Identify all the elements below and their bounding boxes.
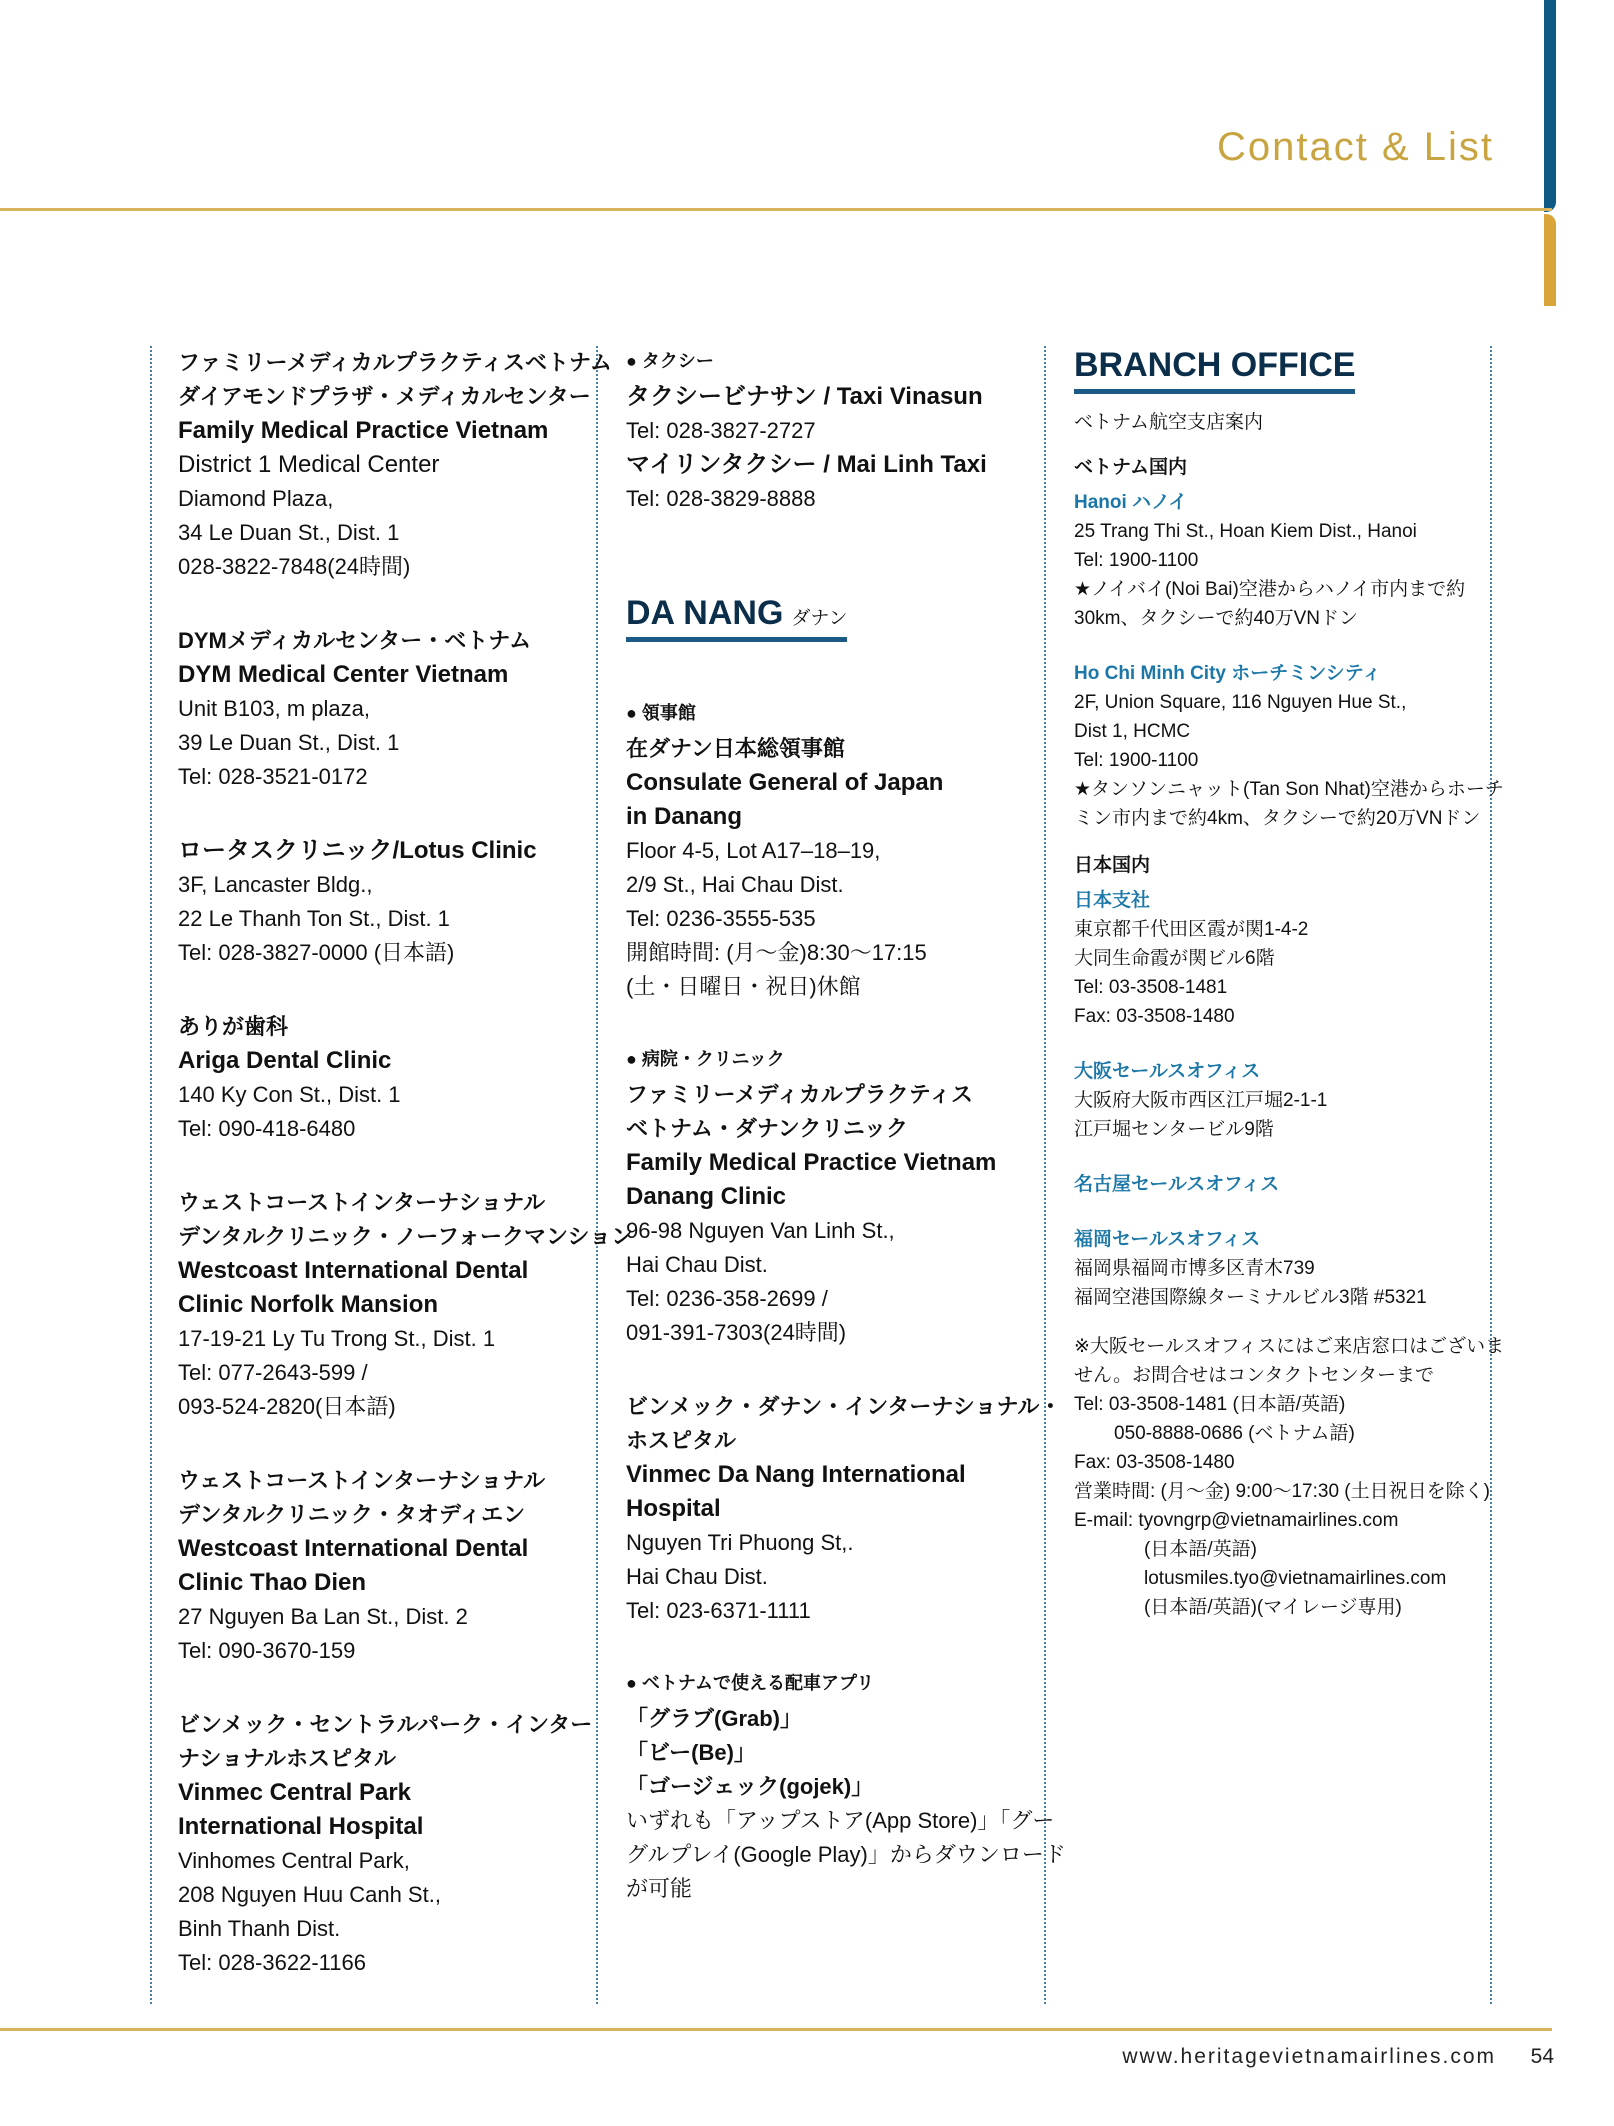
detail-line: (土・日曜日・祝日)休館: [626, 974, 861, 999]
hanoi-label: Hanoi ハノイ: [1074, 492, 1188, 513]
detail-line: Tel: 090-3670-159: [178, 1638, 356, 1663]
office-detail-line: Tel: 1900-1100: [1074, 550, 1199, 571]
taxi-section: [626, 346, 1046, 516]
detail-line: Tel: 028-3827-2727: [626, 418, 816, 443]
office-detail-line: 30km、タクシーで約40万VNドン: [1074, 608, 1358, 629]
en-name: Westcoast International Dental: [178, 1535, 529, 1562]
hospital-bullet: ● 病院・クリニック: [626, 1049, 785, 1069]
jp-name: ベトナム・ダナンクリニック: [626, 1116, 909, 1141]
detail-line: 17-19-21 Ly Tu Trong St., Dist. 1: [178, 1326, 496, 1351]
jp-name: ファミリーメディカルプラクティス: [626, 1082, 973, 1107]
fukuoka-office: [1074, 1225, 1474, 1312]
detail-line: Binh Thanh Dist.: [178, 1916, 341, 1941]
en-name: Westcoast International Dental: [178, 1257, 529, 1284]
en-name: Vinmec Central Park: [178, 1779, 412, 1806]
vietnam-domestic-heading: ベトナム国内: [1074, 457, 1188, 478]
footer-url[interactable]: www.heritagevietnamairlines.com: [1122, 2045, 1496, 2068]
jp-name: 「ゴージェック(gojek)」: [626, 1774, 874, 1799]
jp-name: DYMメディカルセンター・ベトナム: [178, 628, 532, 653]
note-line: 営業時間: (月〜金) 9:00〜17:30 (土日祝日を除く): [1074, 1481, 1490, 1502]
note-line: (日本語/英語): [1144, 1539, 1257, 1560]
jp-name: ダイアモンドプラザ・メディカルセンター: [178, 384, 591, 409]
detail-line: 34 Le Duan St., Dist. 1: [178, 520, 400, 545]
detail-line: 028-3822-7848(24時間): [178, 554, 411, 579]
clinic-entry: [178, 624, 598, 794]
detail-line: 2/9 St., Hai Chau Dist.: [626, 872, 844, 897]
detail-line: 39 Le Duan St., Dist. 1: [178, 730, 400, 755]
en-name: in Danang: [626, 803, 743, 830]
jp-name: デンタルクリニック・タオディエン: [178, 1502, 526, 1527]
header-divider: [0, 208, 1552, 211]
office-detail-line: ★タンソンニャット(Tan Son Nhat)空港からホーチ: [1074, 779, 1504, 800]
nagoya-label: 名古屋セールスオフィス: [1074, 1174, 1280, 1195]
en-name: Family Medical Practice Vietnam: [178, 417, 549, 444]
detail-line: 091-391-7303(24時間): [626, 1320, 847, 1345]
en-name: ロータスクリニック/Lotus Clinic: [178, 837, 537, 864]
clinic-entry: [178, 834, 598, 970]
office-detail-line: Tel: 03-3508-1481: [1074, 977, 1228, 998]
en-name: Family Medical Practice Vietnam: [626, 1149, 997, 1176]
danang-title: DA NANG ダナン: [626, 594, 847, 642]
clinic-entry: [178, 1708, 598, 1980]
detail-line: 208 Nguyen Huu Canh St.,: [178, 1882, 441, 1907]
branch-office-subtitle: ベトナム航空支店案内: [1074, 412, 1264, 433]
japan-branch-label: 日本支社: [1074, 890, 1151, 911]
office-detail-line: ★ノイバイ(Noi Bai)空港からハノイ市内まで約: [1074, 579, 1466, 600]
ride-apps-bullet: ● ベトナムで使える配車アプリ: [626, 1673, 875, 1693]
jp-name: ビンメック・セントラルパーク・インター: [178, 1712, 593, 1737]
en-name: Consulate General of Japan: [626, 769, 944, 796]
jp-name: ナショナルホスピタル: [178, 1746, 397, 1771]
danang-column: [626, 346, 1066, 1946]
osaka-office: [1074, 1057, 1474, 1144]
office-detail-line: ミン市内まで約4km、タクシーで約20万VNドン: [1074, 808, 1481, 829]
office-detail-line: 大同生命霞が関ビル6階: [1074, 948, 1275, 969]
jp-name: デンタルクリニック・ノーフォークマンション: [178, 1224, 634, 1249]
detail-line: 96-98 Nguyen Van Linh St.,: [626, 1218, 895, 1243]
consulate-section: [626, 698, 1046, 1004]
hanoi-office: [1074, 488, 1474, 633]
hospital-section: [626, 1044, 1046, 1350]
office-detail-line: 江戸堀センタービル9階: [1074, 1119, 1274, 1140]
detail-line: 22 Le Thanh Ton St., Dist. 1: [178, 906, 450, 931]
detail-line: Tel: 028-3829-8888: [626, 486, 816, 511]
gold-edge-tab: [1544, 214, 1556, 306]
en-name: マイリンタクシー / Mai Linh Taxi: [626, 451, 987, 478]
detail-line: Tel: 028-3827-0000 (日本語): [178, 940, 455, 965]
detail-line: Nguyen Tri Phuong St,.: [626, 1530, 854, 1555]
page-number: 54: [1530, 2045, 1554, 2068]
japan-domestic-heading: 日本国内: [1074, 855, 1151, 876]
office-detail-line: 2F, Union Square, 116 Nguyen Hue St.,: [1074, 692, 1407, 713]
en-name: タクシービナサン / Taxi Vinasun: [626, 383, 983, 410]
vinmec-danang-section: [626, 1390, 1062, 1628]
jp-name: ウェストコーストインターナショナル: [178, 1468, 546, 1493]
note-line: Tel: 03-3508-1481 (日本語/英語): [1074, 1394, 1346, 1415]
page-header-title: Contact & List: [1216, 125, 1494, 169]
note-line: 050-8888-0686 (ベトナム語): [1114, 1423, 1355, 1444]
fukuoka-label: 福岡セールスオフィス: [1074, 1229, 1261, 1250]
jp-name: 「ビー(Be)」: [626, 1740, 756, 1765]
clinics-column: [178, 346, 634, 2020]
jp-name: ホスピタル: [626, 1428, 737, 1453]
column-divider-4: [1490, 346, 1492, 2004]
japan-branch-office: [1074, 886, 1474, 1031]
office-detail-line: 福岡空港国際線ターミナルビル3階 #5321: [1074, 1287, 1427, 1308]
osaka-label: 大阪セールスオフィス: [1074, 1061, 1261, 1082]
blue-edge-tab: [1544, 0, 1556, 212]
clinic-entry: [178, 1010, 598, 1146]
detail-line: が可能: [626, 1876, 693, 1901]
jp-name: ウェストコーストインターナショナル: [178, 1190, 546, 1215]
branch-office-title: BRANCH OFFICE: [1074, 346, 1355, 394]
column-divider-1: [150, 346, 152, 2004]
jp-name: 在ダナン日本総領事館: [626, 736, 845, 761]
detail-line: Tel: 090-418-6480: [178, 1116, 356, 1141]
detail-line: Tel: 0236-3555-535: [626, 906, 816, 931]
office-detail-line: Tel: 1900-1100: [1074, 750, 1199, 771]
office-detail-line: 福岡県福岡市博多区青木739: [1074, 1258, 1315, 1279]
detail-line: Tel: 0236-358-2699 /: [626, 1286, 828, 1311]
detail-line: Hai Chau Dist.: [626, 1252, 768, 1277]
detail-line: Tel: 028-3521-0172: [178, 764, 368, 789]
detail-line: Unit B103, m plaza,: [178, 696, 370, 721]
jp-name: 「グラブ(Grab)」: [626, 1706, 803, 1731]
branch-office-column: [1074, 346, 1505, 1622]
note-line: lotusmiles.tyo@vietnamairlines.com: [1144, 1568, 1447, 1589]
clinic-entry: [178, 1186, 634, 1424]
office-detail-line: Fax: 03-3508-1480: [1074, 1006, 1235, 1027]
contact-notes: [1074, 1332, 1505, 1622]
ride-apps-section: [626, 1668, 1066, 1906]
detail-line: Tel: 023-6371-1111: [626, 1598, 811, 1623]
detail-line: 27 Nguyen Ba Lan St., Dist. 2: [178, 1604, 468, 1629]
consulate-bullet: ● 領事館: [626, 703, 696, 723]
taxi-bullet: ● タクシー: [626, 351, 714, 371]
detail-line: Vinhomes Central Park,: [178, 1848, 410, 1873]
office-detail-line: 大阪府大阪市西区江戸堀2-1-1: [1074, 1090, 1328, 1111]
detail-line: Floor 4-5, Lot A17–18–19,: [626, 838, 881, 863]
jp-name: ビンメック・ダナン・インターナショナル・: [626, 1394, 1062, 1419]
detail-line: 093-524-2820(日本語): [178, 1394, 396, 1419]
note-line: せん。お問合せはコンタクトセンターまで: [1074, 1365, 1435, 1386]
en-name: Clinic Thao Dien: [178, 1569, 367, 1596]
en-name: International Hospital: [178, 1813, 424, 1840]
detail-line: 140 Ky Con St., Dist. 1: [178, 1082, 401, 1107]
note-line: Fax: 03-3508-1480: [1074, 1452, 1235, 1473]
en-name: Clinic Norfolk Mansion: [178, 1291, 439, 1318]
detail-line: Diamond Plaza,: [178, 486, 334, 511]
nagoya-office: [1074, 1170, 1474, 1199]
en-name: Vinmec Da Nang International: [626, 1461, 966, 1488]
clinic-entry: [178, 1464, 598, 1668]
office-detail-line: Dist 1, HCMC: [1074, 721, 1191, 742]
detail-line: グルプレイ(Google Play)」からダウンロード: [626, 1842, 1066, 1867]
clinic-entry: [178, 346, 612, 584]
jp-name: ありが歯科: [178, 1014, 289, 1039]
note-line: E-mail: tyovngrp@vietnamairlines.com: [1074, 1510, 1399, 1531]
jp-name: ファミリーメディカルプラクティスベトナム: [178, 350, 612, 375]
detail-line: Tel: 077-2643-599 /: [178, 1360, 368, 1385]
note-line: (日本語/英語)(マイレージ専用): [1144, 1597, 1402, 1618]
en-name: Ariga Dental Clinic: [178, 1047, 392, 1074]
address-line: District 1 Medical Center: [178, 451, 440, 478]
detail-line: Tel: 028-3622-1166: [178, 1950, 366, 1975]
office-detail-line: 東京都千代田区霞が関1-4-2: [1074, 919, 1309, 940]
en-name: Danang Clinic: [626, 1183, 787, 1210]
detail-line: いずれも「アップストア(App Store)」「グー: [626, 1808, 1055, 1833]
hcmc-office: [1074, 659, 1504, 833]
detail-line: Hai Chau Dist.: [626, 1564, 768, 1589]
note-line: ※大阪セールスオフィスにはご来店窓口はございま: [1074, 1336, 1505, 1357]
en-name: Hospital: [626, 1495, 721, 1522]
hcmc-label: Ho Chi Minh City ホーチミンシティ: [1074, 663, 1382, 684]
detail-line: 開館時間: (月〜金)8:30〜17:15: [626, 940, 927, 965]
en-name: DYM Medical Center Vietnam: [178, 661, 509, 688]
detail-line: 3F, Lancaster Bldg.,: [178, 872, 373, 897]
office-detail-line: 25 Trang Thi St., Hoan Kiem Dist., Hanoi: [1074, 521, 1417, 542]
footer-divider: [0, 2028, 1552, 2031]
